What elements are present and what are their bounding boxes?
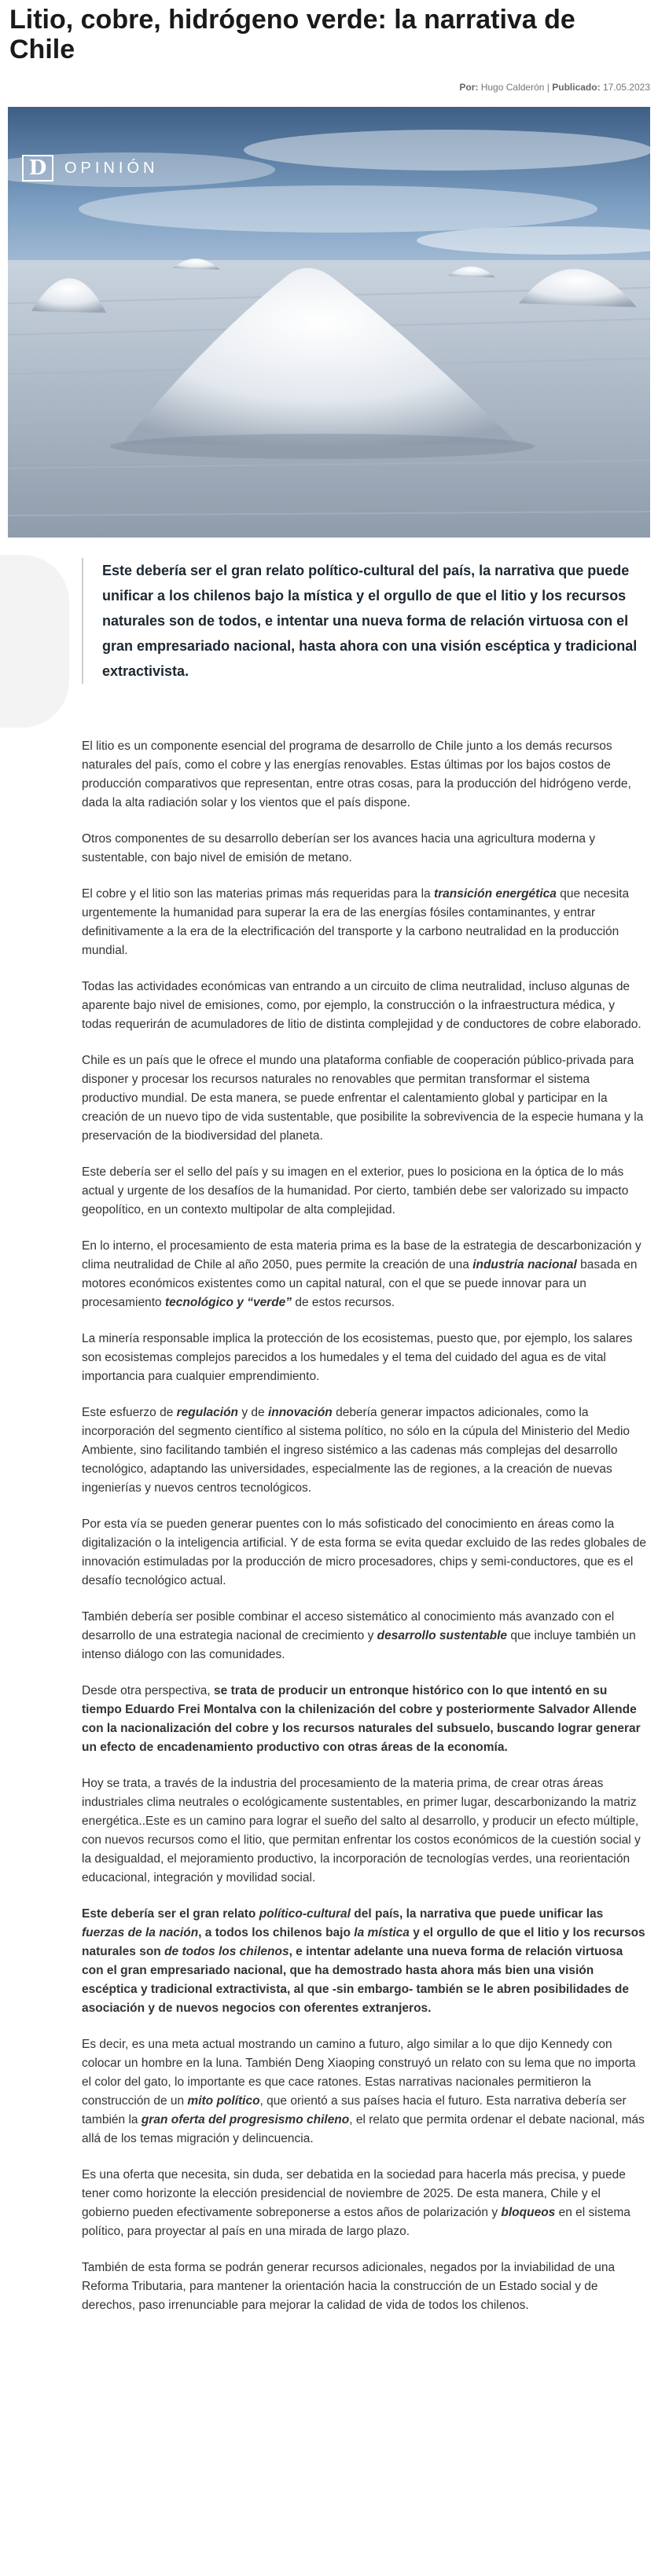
- article-paragraph: [82, 2035, 648, 2149]
- paragraph-text: del país, la narrativa que puede unificar las: [350, 1907, 604, 1921]
- byline: [459, 82, 650, 93]
- paragraph-text: Es decir, es una meta actual mostrando un camino a futuro, algo similar a lo que dijo Kennedy con colocar un hombre en la luna. También Deng Xiaoping construyó un relato con su lema que no importa el color del gato, lo importante es que cace ratones. Estas narrativas nacionales permitieron la construcción de un: [82, 2038, 636, 2108]
- paragraph-text: Este debería ser el sello del país y su imagen en el exterior, pues lo posiciona en la óptica de lo más actual y urgente de los desafíos de la humanidad. Por cierto, también debe ser valorizado su impacto geopolítico, en un contexto multipolar de alta complejidad.: [82, 1165, 629, 1216]
- site-logo-icon: D: [22, 155, 53, 182]
- byline-separator: |: [546, 82, 550, 93]
- article-paragraph: [82, 1608, 648, 1664]
- author-name[interactable]: Hugo Calderón: [480, 82, 545, 93]
- paragraph-text: Es una oferta que necesita, sin duda, ser debatida en la sociedad para hacerla más precisa, y puede tener como horizonte la elección presidencial de noviembre de 2025. De esta manera, Chile y el gobierno pueden efectivamente sobreponerse a estos años de polarización y: [82, 2168, 626, 2219]
- hero-image: [8, 107, 650, 538]
- paragraph-text: basada en motores económicos existentes como un capital natural, con el que se puede innovar para un procesamiento: [82, 1258, 638, 1309]
- paragraph-text: tecnológico y “verde”: [164, 1296, 292, 1309]
- paragraph-text: bloqueos: [501, 2206, 556, 2219]
- paragraph-text: regulación: [176, 1406, 239, 1419]
- paragraph-text: , a todos los chilenos bajo: [198, 1926, 355, 1939]
- paragraph-text: Por esta vía se pueden generar puentes con lo más sofisticado del conocimiento en áreas como la digitalización o la inteligencia artificial. Y de esta forma se evita quedar excluido de las redes globales de innovación estimuladas por la producción de micro procesadores, chips y semi-conductores, que es el desafío tecnológico actual.: [82, 1517, 647, 1587]
- section-label: OPINIÓN: [64, 159, 159, 177]
- paragraph-text: de estos recursos.: [292, 1296, 395, 1309]
- article-paragraph: [82, 2259, 648, 2315]
- decorative-side-mark: [0, 555, 69, 728]
- paragraph-text: industria nacional: [472, 1258, 577, 1271]
- paragraph-text: desarrollo sustentable: [377, 1629, 508, 1642]
- article-paragraph: [82, 830, 648, 868]
- lead-text: Este debería ser el gran relato político-cultural del país, la narrativa que puede unificar a los chilenos bajo la mística y el orgullo de que el litio y los recursos naturales son de todos, e intentar una nueva forma de relación virtuosa con el gran empresariado nacional, hasta ahora con una visión escéptica y tradicional extractivista.: [102, 563, 638, 679]
- paragraph-text: Otros componentes de su desarrollo deberían ser los avances hacia una agricultura moderna y sustentable, con bajo nivel de emisión de metano.: [82, 832, 596, 864]
- paragraph-text: de todos los chilenos: [164, 1945, 289, 1958]
- paragraph-text: , e intentar adelante una nueva forma de relación virtuosa con el gran empresariado nacional, que ha demostrado hasta ahora más bien una visión escéptica y tradicional extractivista, al que -sin embargo- también se le abren posibilidades de asociación y de nuevos negocios con oferentes extranjeros.: [82, 1945, 630, 2015]
- article-paragraph: [82, 2166, 648, 2241]
- article-paragraph: [82, 1905, 648, 2018]
- paragraph-text: político-cultural: [259, 1907, 351, 1921]
- paragraph-text: También de esta forma se podrán generar recursos adicionales, negados por la inviabilidad de una Reforma Tributaria, para mantener la orientación hacia la construcción de un Estado social y de derechos, paso irrenunciable para mejorar la calidad de vida de todos los chilenos.: [82, 2261, 616, 2312]
- paragraph-text: Hoy se trata, a través de la industria del procesamiento de la materia prima, de crear otras áreas industriales clima neutrales o ecológicamente sustentables, en primer lugar, descarbonizando la matriz energética..Este es un camino para lograr el sueño del salto al desarrollo, y producir un efecto múltiple, con nuevos recursos como el litio, que permitan enfrentar los costos económicos de la cuestión social y la desigualdad, el mejoramiento productivo, la incorporación de tecnologías verdes, una reorientación educacional, integración y movilidad social.: [82, 1777, 641, 1884]
- article-paragraph: [82, 1774, 648, 1888]
- paragraph-text: debería generar impactos adicionales, como la incorporación del segmento científico al sistema político, no sólo en la cúpula del Ministerio del Medio Ambiente, sino facilitando también el ingreso sistémico a las cadenas más complejas del desarrollo tecnológico, adaptando las universidades, especialmente las de regiones, a la creación de nuevas ingenierías y nuevos centros tecnológicos.: [82, 1406, 630, 1495]
- article-paragraph: [82, 1515, 648, 1591]
- article-title: Litio, cobre, hidrógeno verde: la narrativa de Chile: [9, 5, 575, 64]
- article-paragraph: [82, 1682, 648, 1757]
- paragraph-text: Desde otra perspectiva,: [82, 1684, 215, 1697]
- paragraph-text: También debería ser posible combinar el acceso sistemático al conocimiento más avanzado con el desarrollo de una estrategia nacional de crecimiento y: [82, 1610, 615, 1642]
- article-body: [82, 737, 648, 2332]
- paragraph-text: La minería responsable implica la protección de los ecosistemas, puesto que, por ejemplo, los salares son ecosistemas complejos parecidos a los humedales y el tema del cuidado del agua es de vital importancia para cualquier emprendimiento.: [82, 1332, 633, 1383]
- article-paragraph: [82, 737, 648, 813]
- paragraph-text: y de: [238, 1406, 268, 1419]
- paragraph-text: que incluye también un intenso diálogo con las comunidades.: [82, 1629, 636, 1661]
- paragraph-text: Este esfuerzo de: [82, 1406, 177, 1419]
- paragraph-text: mito político: [187, 2094, 260, 2108]
- opinion-badge: [16, 148, 158, 189]
- article-paragraph: [82, 885, 648, 960]
- article-paragraph: [82, 1404, 648, 1498]
- paragraph-text: y el orgullo de que el litio y los recursos naturales son: [82, 1926, 645, 1958]
- article-paragraph: [82, 1051, 648, 1146]
- paragraph-text: la mística: [354, 1926, 410, 1939]
- lead-quote: [82, 558, 648, 684]
- paragraph-text: En lo interno, el procesamiento de esta materia prima es la base de la estrategia de descarbonización y clima neutralidad de Chile al año 2050, pues permite la creación de una: [82, 1239, 641, 1271]
- paragraph-text: en el sistema político, para proyectar al país en una mirada de largo plazo.: [82, 2206, 630, 2238]
- article-paragraph: [82, 1330, 648, 1386]
- paragraph-text: que necesita urgentemente la humanidad para superar la era de las energías fósiles contaminantes, y entrar definitivamente a la era de la electrificación del transporte y la carbono neutralidad en la producción mundial.: [82, 887, 630, 957]
- paragraph-text: innovación: [267, 1406, 333, 1419]
- paragraph-text: Todas las actividades económicas van entrando a un circuito de clima neutralidad, incluso algunas de aparente bajo nivel de emisiones, como, por ejemplo, la construcción o la infraestructura médica, y todas requerirán de acumuladores de litio de distinta complejidad y de conductores de cobre elaborado.: [82, 980, 641, 1031]
- author-label: Por:: [459, 82, 479, 93]
- article-paragraph: [82, 1163, 648, 1220]
- paragraph-text: El cobre y el litio son las materias primas más requeridas para la: [82, 887, 434, 901]
- paragraph-text: , que orientó a sus países hacia el futuro. Esta narrativa debería ser también la: [82, 2094, 627, 2126]
- published-label: Publicado:: [552, 82, 601, 93]
- paragraph-text: transición energética: [433, 887, 557, 901]
- paragraph-text: Chile es un país que le ofrece el mundo una plataforma confiable de cooperación público-privada para disponer y procesar los recursos naturales no renovables que permitan transformar el sistema productivo mundial. De esta manera, se puede enfrentar el calentamiento global y participar en la creación de un nuevo tipo de vida sustentable, que posibilite la sobrevivencia de la especie humana y la preservación de la biodiversidad del planeta.: [82, 1054, 644, 1143]
- article-paragraph: [82, 1237, 648, 1312]
- published-date: 17.05.2023: [602, 82, 650, 93]
- paragraph-text: fuerzas de la nación: [82, 1926, 199, 1939]
- article-paragraph: [82, 978, 648, 1034]
- paragraph-text: Este debería ser el gran relato: [82, 1907, 259, 1921]
- paragraph-text: se trata de producir un entronque histórico con lo que intentó en su tiempo Eduardo Frei Montalva con la chilenización del cobre y posteriormente Salvador Allende con la nacionalización del cobre y los recursos naturales del subsuelo, buscando lograr generar un efecto de encadenamiento productivo con otras áreas de la economía.: [82, 1684, 641, 1754]
- paragraph-text: El litio es un componente esencial del programa de desarrollo de Chile junto a los demás recursos naturales del país, como el cobre y las energías renovables. Estas últimas por los bajos costos de producción comparativos que representan, entre otras cosas, para la producción del hidrógeno verde, dada la alta radiación solar y los vientos que el país dispone.: [82, 739, 631, 809]
- paragraph-text: , el relato que permita ordenar el debate nacional, más allá de los temas migración y delincuencia.: [82, 2113, 645, 2145]
- paragraph-text: gran oferta del progresismo chileno: [141, 2113, 350, 2126]
